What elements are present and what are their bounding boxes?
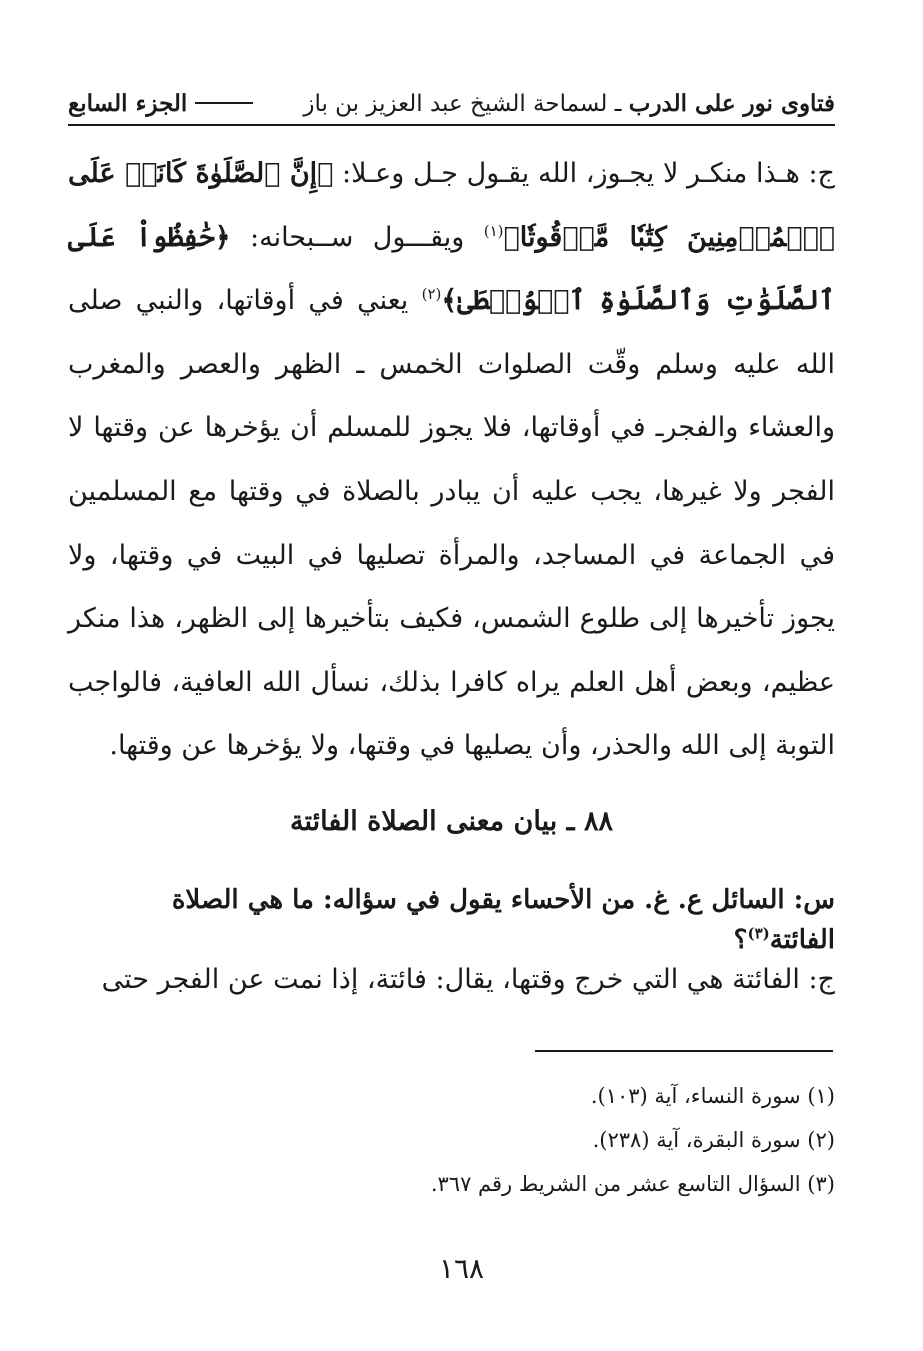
- answer-line: ج: الفائتة هي التي خرج وقتها، يقال: فائتة، إذا نمت عن الفجر حتى: [101, 964, 835, 995]
- footnotes: [68, 1074, 835, 1206]
- main-text: [68, 142, 835, 778]
- answer-intro: ج: هـذا منكـر لا يجـوز، الله يقـول جـل وعـلا:: [333, 158, 835, 189]
- author-name: ـ لسماحة الشيخ عبد العزيز بن باز: [303, 90, 622, 117]
- answer-paragraph: [68, 142, 835, 778]
- running-header: [68, 86, 835, 120]
- question-text: س: السائل ع. غ. من الأحساء يقول في سؤاله: ما هي الصلاة الفائتة: [171, 885, 835, 955]
- question-line: [68, 880, 835, 960]
- footnote-ref-3: (٣): [747, 924, 770, 943]
- footnote-1: (١) سورة النساء، آية (١٠٣).: [590, 1084, 835, 1108]
- quran-verse-2: ﴿حَٰفِظُواْ عَلَى ٱلصَّلَوَٰتِ وَٱلصَّلَوٰةِ ٱلۡوُسۡطَىٰ﴾: [68, 221, 835, 317]
- answer-continuation: يعني في أوقاتها، والنبي صلى الله عليه وسلم وقّت الصلوات الخمس ـ الظهر والعصر والمغرب والعشاء والفجرـ في أوقاتها، فلا يجوز للمسلم أن يؤخرها عن وقتها لا الفجر ولا غيرها، يجب عليه أن يبادر بالصلاة في وقتها مع المسلمين في الجماعة في المساجد، والمرأة تصليها في البيت في وقتها، ولا يجوز تأخيرها إلى طلوع الشمس، فكيف بتأخيرها إلى الظهر، هذا منكر عظيم، وبعض أهل العلم يراه كافرا بذلك، نسأل الله العافية، فالواجب التوبة إلى الله والحذر، وأن يصليها في وقتها، ولا يؤخرها عن وقتها.: [68, 285, 835, 762]
- book-title: [303, 90, 835, 117]
- section-title: ٨٨ ـ بيان معنى الصلاة الفائتة: [290, 806, 613, 837]
- answer-middle: ويقـــول ســبحانه:: [230, 221, 484, 253]
- footnote-2: (٢) سورة البقرة، آية (٢٣٨).: [592, 1128, 835, 1152]
- header-rule: [68, 124, 835, 126]
- footnote-ref-1: (١): [483, 221, 504, 240]
- volume-group: [68, 90, 253, 117]
- footnote-separator: [535, 1050, 833, 1052]
- question-mark: ؟: [733, 925, 748, 955]
- volume-label: الجزء السابع: [68, 89, 188, 117]
- header-dash-rule: [195, 102, 253, 104]
- book-title-text: فتاوى نور على الدرب: [628, 89, 835, 117]
- footnote-3: (٣) السؤال التاسع عشر من الشريط رقم ٣٦٧.: [430, 1172, 835, 1196]
- footnote-ref-2: (٢): [421, 285, 442, 304]
- page-number: ١٦٨: [438, 1252, 485, 1285]
- quran-verse-1: ﴿إِنَّ ٱلصَّلَوٰةَ كَانَتۡ عَلَى ٱلۡمُؤۡمِنِينَ كِتَٰبٗا مَّوۡقُوتٗا﴾: [68, 158, 835, 253]
